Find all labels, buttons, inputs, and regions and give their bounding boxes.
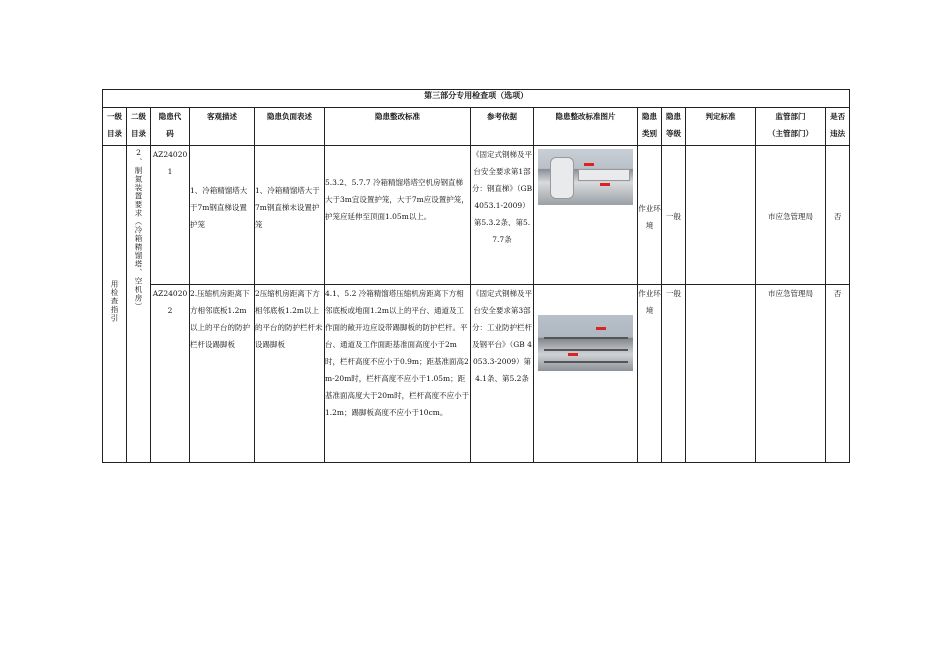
negative-cell: 1、冷箱精馏塔大于7m钢直梯未设置护笼: [255, 146, 325, 285]
header-standard: 隐患整改标准: [325, 108, 471, 146]
basis-cell: 《固定式钢梯及平台安全要求第1部分：钢直梯》（GB 4053.1-2009）第5.3.2条、第5.7.7条: [471, 146, 534, 285]
header-negative: 隐患负面表述: [255, 108, 325, 146]
level2-label: 2、制氮装置要求（冷箱精馏塔、空机房）: [134, 148, 143, 311]
header-dept: 监管部门 （主管部门）: [756, 108, 826, 146]
header-criteria: 判定标准: [686, 108, 756, 146]
header-illegal: 是否 违法: [826, 108, 850, 146]
dept-cell: 市应急管理局: [756, 146, 826, 285]
negative-cell: 2压缩机房距离下方相邻底板1.2m以上的平台的防护栏杆未设踢脚板: [255, 285, 325, 463]
guardrail-platform-photo: [538, 315, 633, 371]
header-level: 隐患 等级: [662, 108, 686, 146]
table-row: [103, 285, 850, 463]
level2-cell: [127, 146, 151, 463]
criteria-cell: [686, 285, 756, 463]
criteria-cell: [686, 146, 756, 285]
ladder-cage-photo: [538, 149, 633, 205]
header-code: 隐患代 码: [151, 108, 190, 146]
dept-cell: 市应急管理局: [756, 285, 826, 463]
header-level2: 二级 目录: [127, 108, 151, 146]
basis-cell: 《固定式钢梯及平台安全要求第3部分：工业防护栏杆及钢平台》（GB 4053.3-2009）第4.1条、第5.2条: [471, 285, 534, 463]
illegal-cell: 否: [826, 285, 850, 463]
category-cell: 作业环境: [638, 285, 662, 463]
inspection-table: [102, 89, 850, 463]
illegal-cell: 否: [826, 146, 850, 285]
standard-cell: 4.1、5.2 冷箱精馏塔压缩机房距离下方相邻底板或地面1.2m以上的平台、通道及工作面的敞开边应设带踢脚板的防护栏杆。平台、通道及工作面距基准面高度小于2m时，栏杆高度不应小于0.9m；距基准面高2m-20m时，栏杆高度不应小于1.05m；距基准面高度大于20m时，栏杆高度不应小于1.2m；踢脚板高度不应小于10cm。: [325, 285, 471, 463]
objective-cell: 1、冷箱精馏塔大于7m钢直梯设置护笼: [190, 146, 255, 285]
image-cell: [534, 285, 638, 463]
standard-cell: 5.3.2、5.7.7 冷箱精馏塔塔空机房钢直梯大于3m宜设置护笼，大于7m应设置护笼，护笼应延伸至顶面1.05m以上。: [325, 146, 471, 285]
level-cell: 一般: [662, 285, 686, 463]
header-level1: 一级 目录: [103, 108, 127, 146]
header-basis: 参考依据: [471, 108, 534, 146]
level1-cell: [103, 146, 127, 463]
header-row: [103, 108, 850, 146]
objective-cell: 2.压缩机房距离下方相邻底板1.2m以上的平台的防护栏杆设踢脚板: [190, 285, 255, 463]
category-cell: 作业环境: [638, 146, 662, 285]
table-title: 第三部分专用检查项（选项）: [103, 90, 850, 108]
code-cell: AZ240201: [151, 146, 190, 285]
header-image: 隐患整改标准图片: [534, 108, 638, 146]
image-cell: [534, 146, 638, 285]
header-category: 隐患 类别: [638, 108, 662, 146]
table-row: [103, 146, 850, 285]
level-cell: 一般: [662, 146, 686, 285]
level1-label: 用检查指引: [110, 279, 119, 323]
code-cell: AZ240202: [151, 285, 190, 463]
header-objective: 客观描述: [190, 108, 255, 146]
